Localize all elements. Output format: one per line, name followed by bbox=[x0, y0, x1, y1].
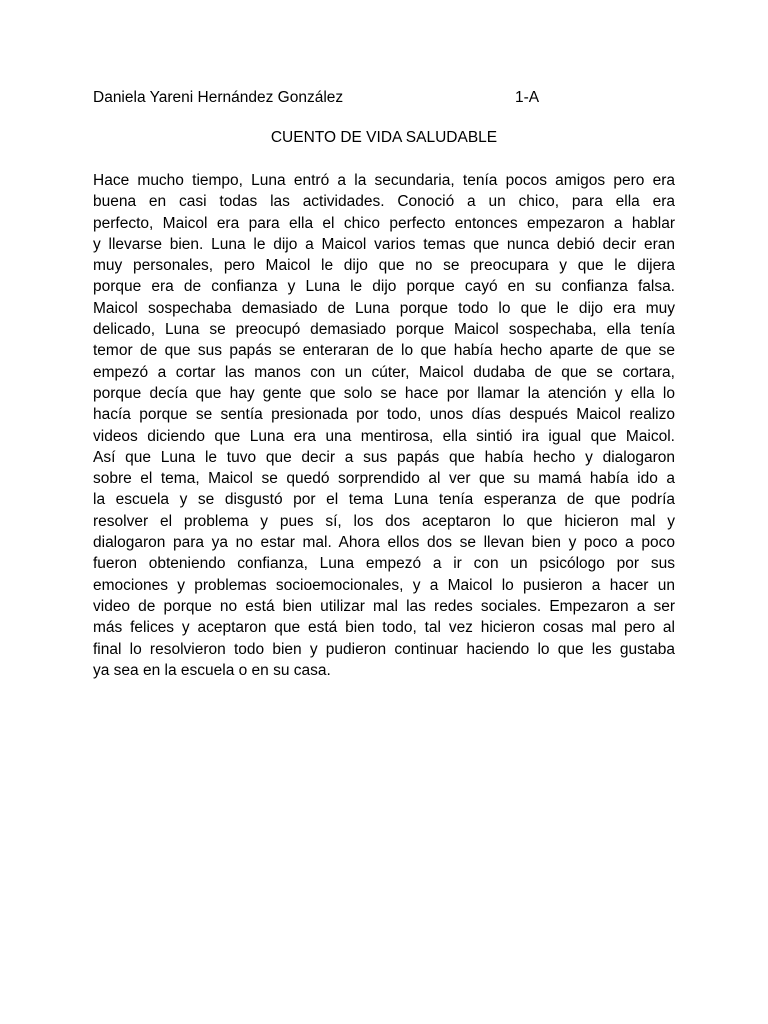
story-paragraph bbox=[93, 170, 675, 681]
paragraph-line: perfecto, Maicol era para ella el chico perfecto entonces empezaron a hablar bbox=[93, 214, 675, 232]
author-name: Daniela Yareni Hernández González bbox=[93, 89, 344, 106]
paragraph-line: y llevarse bien. Luna le dijo a Maicol varios temas que nunca debió decir eran bbox=[93, 235, 675, 253]
paragraph-line: temor de que sus papás se enteraran de lo que había hecho aparte de que se bbox=[93, 342, 675, 360]
paragraph-line: fueron obteniendo confianza, Luna empezó a ir con un psicólogo por sus bbox=[93, 555, 675, 573]
paragraph-line: hacía porque se sentía presionada por todo, unos días después Maicol realizo bbox=[93, 406, 675, 424]
paragraph-line: final lo resolvieron todo bien y pudieron continuar haciendo lo que les gustaba bbox=[93, 640, 675, 658]
document-title: CUENTO DE VIDA SALUDABLE bbox=[270, 129, 498, 146]
paragraph-line: video de porque no está bien utilizar mal las redes sociales. Empezaron a ser bbox=[93, 597, 675, 615]
document-header bbox=[93, 88, 693, 108]
paragraph-line: videos diciendo que Luna era una mentirosa, ella sintió ira igual que Maicol. bbox=[93, 427, 675, 445]
paragraph-line: buena en casi todas las actividades. Conoció a un chico, para ella era bbox=[93, 193, 675, 211]
paragraph-line: porque era de confianza y Luna le dijo porque cayó en su confianza falsa. bbox=[93, 278, 675, 296]
paragraph-line: resolver el problema y pues sí, los dos aceptaron lo que hicieron mal y bbox=[93, 512, 675, 530]
paragraph-line: emociones y problemas socioemocionales, y a Maicol lo pusieron a hacer un bbox=[93, 576, 675, 594]
paragraph-line: empezó a cortar las manos con un cúter, Maicol dudaba de que se cortara, bbox=[93, 363, 675, 381]
paragraph-line: Hace mucho tiempo, Luna entró a la secundaria, tenía pocos amigos pero era bbox=[93, 172, 675, 189]
paragraph-line: la escuela y se disgustó por el tema Luna tenía esperanza de que podría bbox=[93, 491, 675, 509]
paragraph-line: Así que Luna le tuvo que decir a sus papás que había hecho y dialogaron bbox=[93, 448, 675, 466]
paragraph-line: ya sea en la escuela o en su casa. bbox=[93, 661, 331, 679]
paragraph-line: delicado, Luna se preocupó demasiado porque Maicol sospechaba, ella tenía bbox=[93, 321, 675, 339]
paragraph-line: muy personales, pero Maicol le dijo que no se preocupara y que le dijera bbox=[93, 257, 675, 275]
paragraph-line: porque decía que hay gente que solo se hace por llamar la atención y ella lo bbox=[93, 384, 675, 402]
paragraph-line: dialogaron para ya no estar mal. Ahora ellos dos se llevan bien y poco a poco bbox=[93, 534, 675, 552]
class-group: 1-A bbox=[515, 89, 540, 106]
paragraph-line: más felices y aceptaron que está bien todo, tal vez hicieron cosas mal pero al bbox=[93, 619, 675, 637]
paragraph-line: sobre el tema, Maicol se quedó sorprendido al ver que su mamá había ido a bbox=[93, 470, 675, 488]
paragraph-line: Maicol sospechaba demasiado de Luna porque todo lo que le dijo era muy bbox=[93, 299, 675, 317]
